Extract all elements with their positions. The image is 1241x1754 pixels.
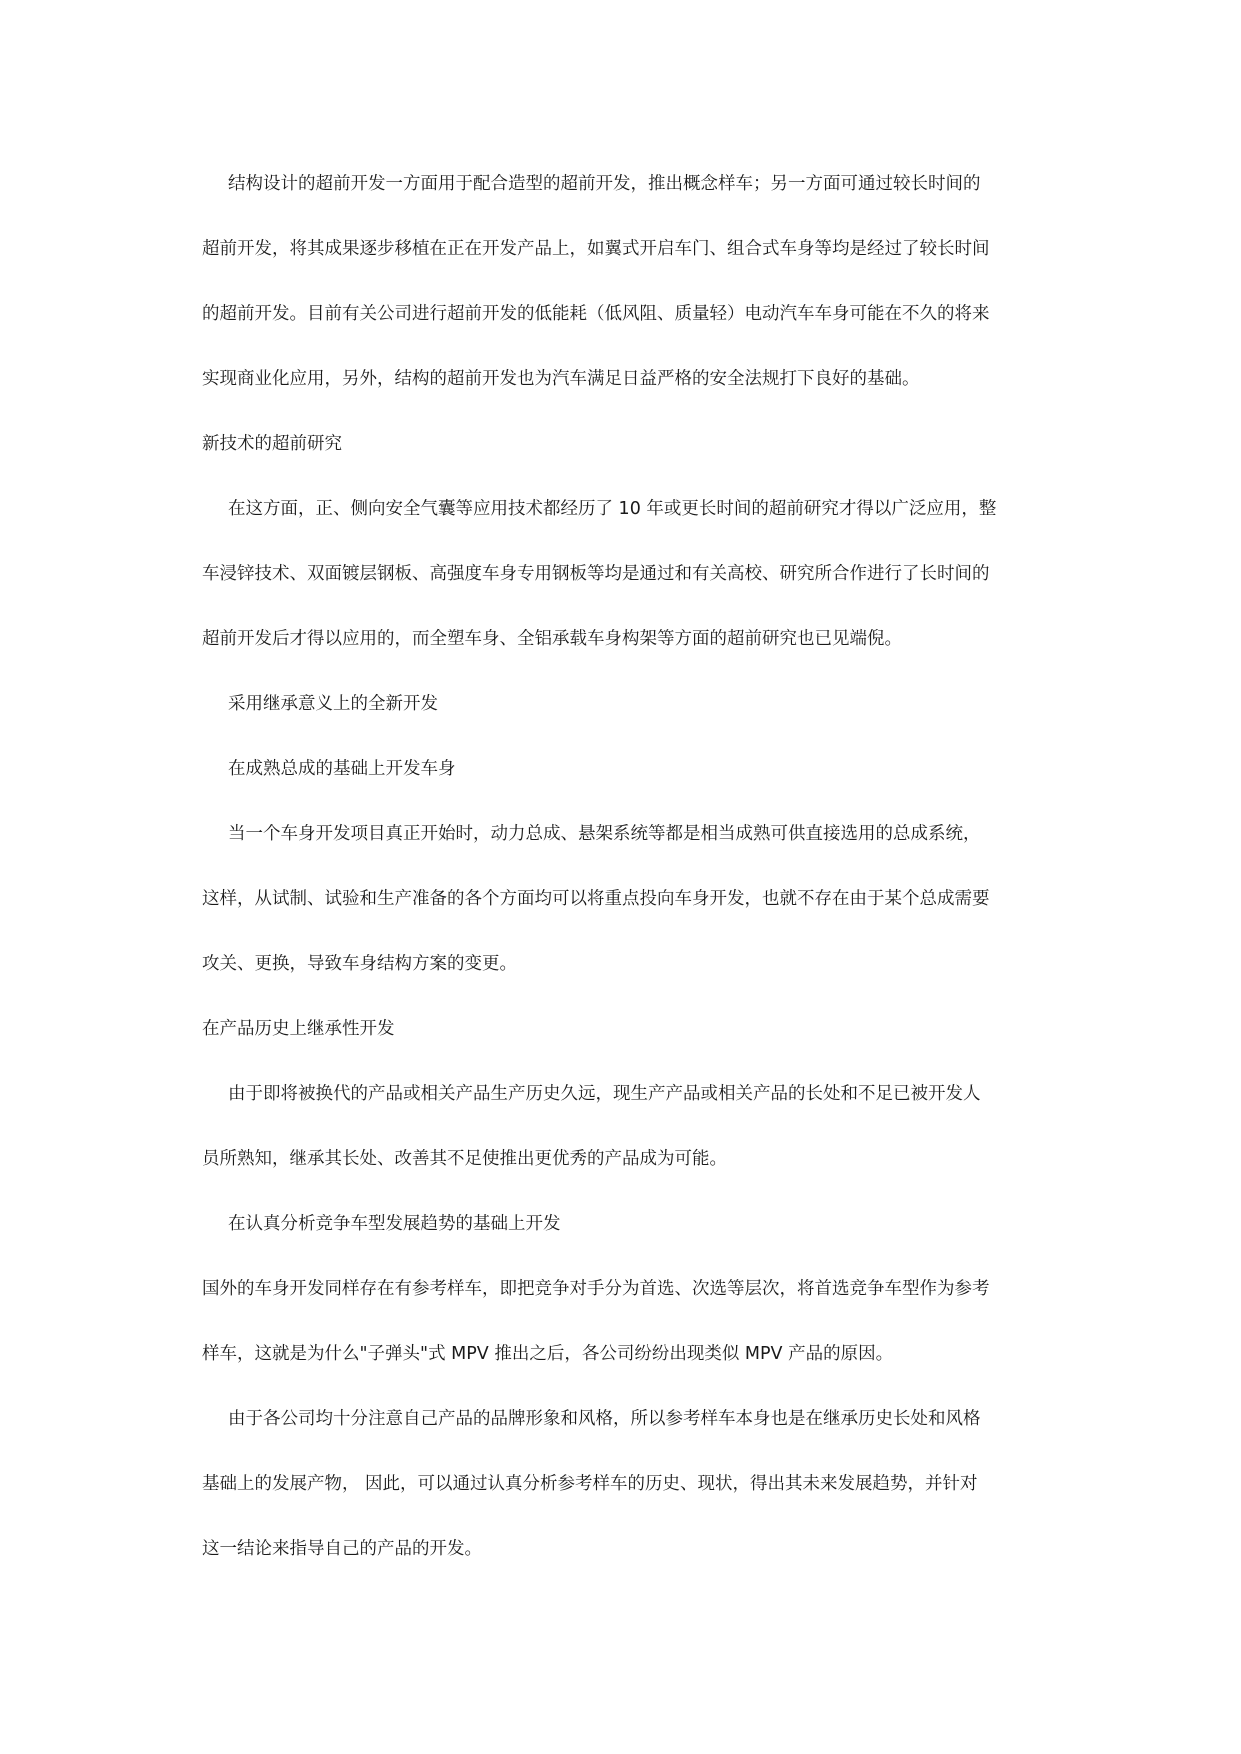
- section-heading: 采用继承意义上的全新开发: [228, 694, 438, 714]
- section-heading: 新技术的超前研究: [202, 434, 342, 454]
- paragraph-line: 这样，从试制、试验和生产准备的各个方面均可以将重点投向车身开发，也就不存在由于某个总成需要: [202, 889, 990, 909]
- paragraph-line: 攻关、更换，导致车身结构方案的变更。: [202, 954, 517, 974]
- paragraph-line: 结构设计的超前开发一方面用于配合造型的超前开发，推出概念样车；另一方面可通过较长时间的: [228, 174, 981, 194]
- section-heading: 在成熟总成的基础上开发车身: [228, 759, 456, 779]
- paragraph-line: 当一个车身开发项目真正开始时，动力总成、悬架系统等都是相当成熟可供直接选用的总成系统，: [228, 824, 981, 844]
- paragraph-line: 基础上的发展产物， 因此，可以通过认真分析参考样车的历史、现状，得出其未来发展趋势，并针对: [202, 1474, 978, 1494]
- paragraph-line: 的超前开发。目前有关公司进行超前开发的低能耗（低风阻、质量轻）电动汽车车身可能在不久的将来: [202, 304, 990, 324]
- section-heading: 在产品历史上继承性开发: [202, 1019, 395, 1039]
- paragraph-line: 国外的车身开发同样存在有参考样车，即把竞争对手分为首选、次选等层次，将首选竞争车型作为参考: [202, 1279, 990, 1299]
- paragraph-line: 超前开发，将其成果逐步移植在正在开发产品上，如翼式开启车门、组合式车身等均是经过了较长时间: [202, 239, 990, 259]
- paragraph-line: 实现商业化应用，另外，结构的超前开发也为汽车满足日益严格的安全法规打下良好的基础。: [202, 369, 920, 389]
- paragraph-line: 车浸锌技术、双面镀层钢板、高强度车身专用钢板等均是通过和有关高校、研究所合作进行了长时间的: [202, 564, 990, 584]
- paragraph-line: 超前开发后才得以应用的，而全塑车身、全铝承载车身构架等方面的超前研究也已见端倪。: [202, 629, 902, 649]
- paragraph-line: 在这方面，正、侧向安全气囊等应用技术都经历了 10 年或更长时间的超前研究才得以广泛应用，整: [228, 499, 997, 519]
- paragraph-line: 这一结论来指导自己的产品的开发。: [202, 1539, 482, 1559]
- paragraph-line: 由于各公司均十分注意自己产品的品牌形象和风格，所以参考样车本身也是在继承历史长处和风格: [228, 1409, 981, 1429]
- section-heading: 在认真分析竞争车型发展趋势的基础上开发: [228, 1214, 561, 1234]
- paragraph-line: 由于即将被换代的产品或相关产品生产历史久远，现生产产品或相关产品的长处和不足已被开发人: [228, 1084, 981, 1104]
- paragraph-line: 样车，这就是为什么"子弹头"式 MPV 推出之后，各公司纷纷出现类似 MPV 产品的原因。: [202, 1344, 894, 1364]
- paragraph-line: 员所熟知，继承其长处、改善其不足使推出更优秀的产品成为可能。: [202, 1149, 727, 1169]
